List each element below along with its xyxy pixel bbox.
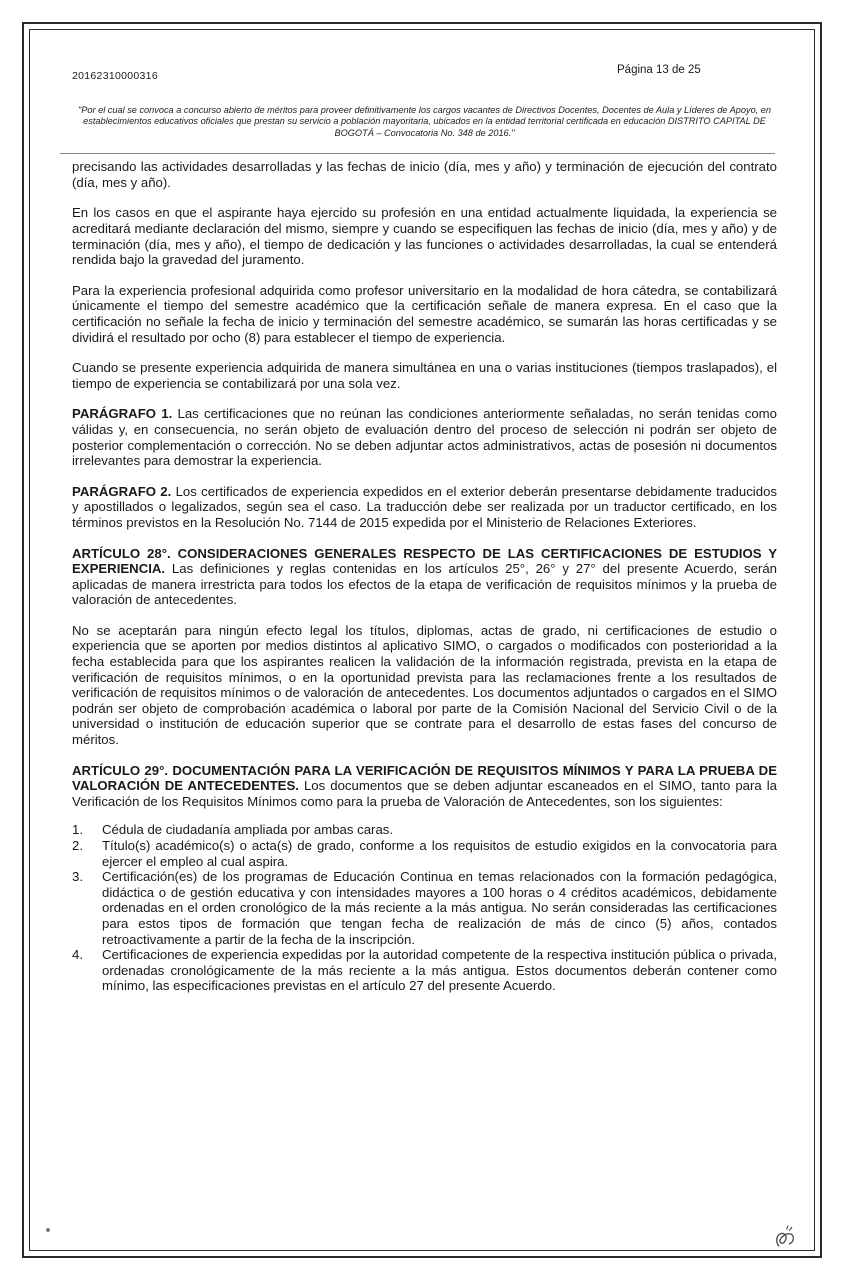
document-body	[72, 159, 777, 994]
paragraph-university-professor: Para la experiencia profesional adquirida como profesor universitario en la modalidad de hora cátedra, se contabilizará únicamente el tiempo del semestre académico que la certificación señale de manera expresa. En el caso que la certificación no señale la fecha de inicio y terminación del semestre académico, se sumarán las horas certificadas y se dividirá el resultado por ocho (8) para establecer el tiempo de experiencia.	[72, 282, 777, 345]
scan-speck	[46, 1228, 50, 1232]
articulo-28-title: ARTÍCULO 28°. CONSIDERACIONES GENERALES RESPECTO DE LAS CERTIFICACIONES DE ESTUDIOS Y EXPERIENCIA.	[72, 545, 777, 577]
document-id: 20162310000316	[72, 70, 158, 82]
resolution-epigraph: "Por el cual se convoca a concurso abierto de méritos para proveer definitivamente los cargos vacantes de Directivos Docentes, Docentes de Aula y Líderes de Apoyo, en establecimientos educativos oficiales que prestan su servicio a población mayoritaria, ubicados en la entidad territorial certificada en educación DISTRITO CAPITAL DE BOGOTÁ – Convocatoria No. 348 de 2016."	[77, 105, 772, 138]
list-item-text: Cédula de ciudadanía ampliada por ambas caras.	[102, 822, 394, 838]
header-divider	[60, 153, 775, 154]
list-item-text: Certificaciones de experiencia expedidas por la autoridad competente de la respectiva institución pública o privada, ordenadas cronológicamente de la más reciente a la más antigua. Estos documentos deberán contener como mínimo, las especificaciones previstas en el artículo 27 del presente Acuerdo.	[102, 947, 777, 994]
paragrafo-2-title: PARÁGRAFO 2.	[72, 483, 172, 499]
articulo-29-text: Los documentos que se deben adjuntar escaneados en el SIMO, tanto para la Verificación de los Requisitos Mínimos como para la prueba de Valoración de Antecedentes, son los siguientes:	[72, 778, 777, 809]
list-item-number: 2.	[72, 838, 83, 853]
paragrafo-1-text: Las certificaciones que no reúnan las condiciones anteriormente señaladas, no serán tenidas como válidas y, en consecuencia, no serán objeto de evaluación dentro del proceso de selección ni podrán ser objeto de posterior complementación o corrección. No se deben adjuntar actos administrativos, actas de posesión ni documentos irrelevantes para demostrar la experiencia.	[72, 406, 777, 469]
paragrafo-2	[72, 484, 777, 531]
page-header	[72, 64, 777, 86]
list-item	[72, 822, 777, 838]
articulo-29	[72, 763, 777, 810]
paragraph-simo-documents: No se aceptarán para ningún efecto legal los títulos, diplomas, actas de grado, ni certificaciones de estudio o experiencia que se aporten por medios distintos al aplicativo SIMO, o cargados o modificados con posterioridad a la fecha establecida para que los aspirantes realicen la validación de la información registrada, prevista en la etapa de verificación de requisitos mínimos, o en la oportunidad prevista para las reclamaciones frente a los resultados de verificación de requisitos mínimos o de valoración de antecedentes. Los documentos adjuntados o cargados en el SIMO podrán ser objeto de comprobación académica o laboral por parte de la Comisión Nacional del Servicio Civil o de la universidad o institución de educación superior que se contrate para el desarrollo de estas fases del concurso de méritos.	[72, 622, 777, 748]
list-item-number: 4.	[72, 947, 83, 963]
page-number: Página 13 de 25	[617, 64, 701, 76]
list-item	[72, 869, 777, 947]
articulo-28	[72, 546, 777, 608]
list-item	[72, 947, 777, 994]
document-page	[72, 64, 777, 994]
articulo-29-title: ARTÍCULO 29°. DOCUMENTACIÓN PARA LA VERIFICACIÓN DE REQUISITOS MÍNIMOS Y PARA LA PRUEBA DE VALORACIÓN DE ANTECEDENTES.	[72, 762, 777, 794]
list-item-number: 3.	[72, 869, 83, 885]
paragraph-liquidated-entity: En los casos en que el aspirante haya ejercido su profesión en una entidad actualmente liquidada, la experiencia se acreditará mediante declaración del mismo, siempre y cuando se especifiquen las fechas de inicio (día, mes y año) y de terminación (día, mes y año), el tiempo de dedicación y las funciones o actividades desarrolladas, la cual se entenderá rendida bajo la gravedad del juramento.	[72, 205, 777, 268]
paragrafo-1	[72, 406, 777, 468]
list-item-text: Certificación(es) de los programas de Educación Continua en temas relacionados con la formación pedagógica, didáctica o de gestión educativa y con intensidades mayores a 100 horas o 4 créditos académicos, debidamente ordenadas en el orden cronológico de la más reciente a la más antigua. No serán consideradas las certificaciones para estos tipos de formación que tengan fecha de realización de más de cinco (5) años, contados retroactivamente a partir de la fecha de la inscripción.	[102, 869, 777, 947]
paragraph-contract-dates: precisando las actividades desarrolladas y las fechas de inicio (día, mes y año) y terminación de ejecución del contrato (día, mes y año).	[72, 159, 777, 190]
paragraph-simultaneous-experience: Cuando se presente experiencia adquirida de manera simultánea en una o varias instituciones (tiempos traslapados), el tiempo de experiencia se contabilizará por una sola vez.	[72, 360, 777, 391]
requirements-list	[72, 822, 777, 994]
articulo-28-text: Las definiciones y reglas contenidas en los artículos 25°, 26° y 27° del presente Acuerdo, serán aplicadas de manera irrestricta para todos los efectos de la etapa de verificación de requisitos mínimos y la prueba de valoración de antecedentes.	[72, 561, 777, 608]
paragrafo-1-title: PARÁGRAFO 1.	[72, 406, 173, 422]
list-item-text: Título(s) académico(s) o acta(s) de grado, conforme a los requisitos de estudio exigidos en la convocatoria para ejercer el empleo al cual aspira.	[102, 838, 777, 869]
list-item	[72, 838, 777, 869]
list-item-number: 1.	[72, 822, 83, 838]
paragrafo-2-text: Los certificados de experiencia expedidos en el exterior deberán presentarse debidamente traducidos y apostillados o legalizados, según sea el caso. La traducción debe ser realizada por un traductor certificado, en los términos previstos en la Resolución No. 7144 de 2015 expedida por el Ministerio de Relaciones Exteriores.	[72, 483, 777, 530]
